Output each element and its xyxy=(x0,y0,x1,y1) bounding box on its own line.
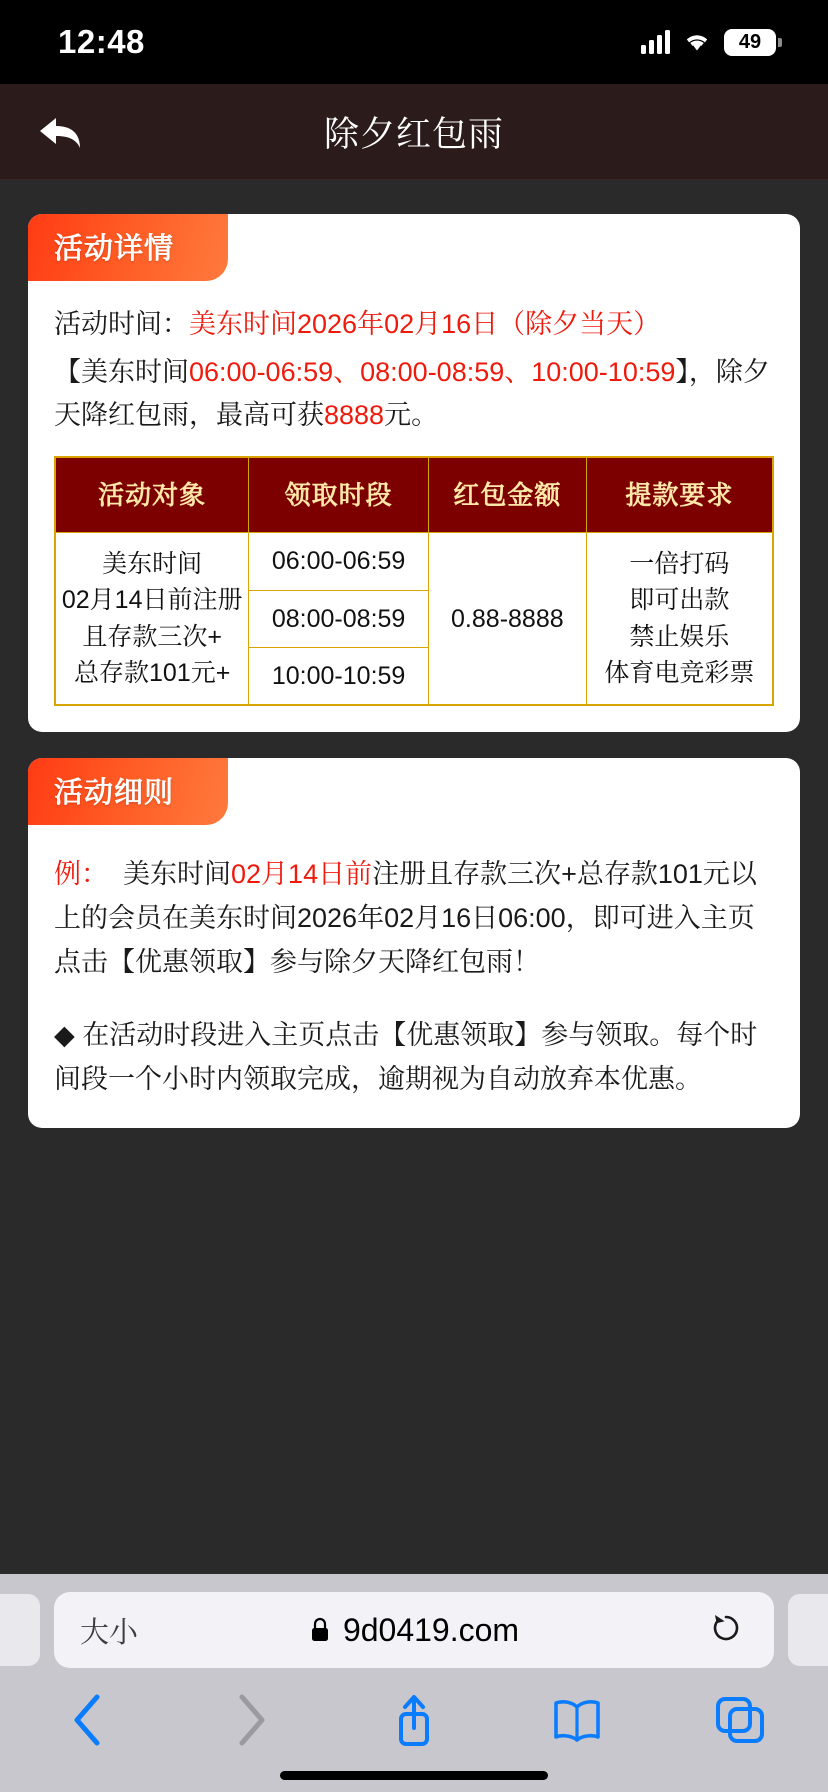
slots-end: 元。 xyxy=(384,400,439,431)
book-icon[interactable] xyxy=(545,1688,609,1752)
table-header-withdraw: 提款要求 xyxy=(586,457,773,533)
object-line-3: 且存款三次+ xyxy=(82,622,222,651)
card-details-body xyxy=(28,281,800,732)
activity-time-line xyxy=(54,303,774,347)
chevron-right-icon xyxy=(219,1688,283,1752)
table-header-row xyxy=(55,457,773,533)
app-header xyxy=(0,84,828,180)
address-bar[interactable] xyxy=(54,1592,774,1668)
page-content xyxy=(0,180,828,1574)
status-bar xyxy=(0,0,828,84)
url-row xyxy=(0,1592,828,1668)
battery-indicator xyxy=(724,29,776,56)
url-center-group xyxy=(54,1612,774,1649)
rules-example-part1: 美东时间 xyxy=(123,859,232,890)
status-time: 12:48 xyxy=(58,23,145,60)
card-rules-body xyxy=(28,825,800,1128)
cellular-signal-icon xyxy=(641,30,670,54)
rules-bullet-paragraph: ◆ 在活动时段进入主页点击【优惠领取】参与领取。每个时间段一个小时内领取完成，逾期视为自动放弃本优惠。 xyxy=(54,1020,758,1094)
tabs-icon[interactable] xyxy=(708,1688,772,1752)
tab-peek-right[interactable] xyxy=(788,1594,828,1666)
slots-prefix: 【美东时间 xyxy=(54,356,189,387)
object-line-1: 美东时间 xyxy=(102,550,203,579)
url-text: 9d0419.com xyxy=(342,1611,520,1648)
cell-activity-object xyxy=(55,533,249,705)
cell-amount: 0.88-8888 xyxy=(428,533,586,705)
activity-time-label: 活动时间： xyxy=(54,309,189,339)
table-header-amount: 红包金额 xyxy=(428,457,586,533)
rules-example-label: 例： xyxy=(54,859,108,890)
wifi-icon xyxy=(682,31,712,53)
table-row xyxy=(55,533,773,590)
card-activity-rules xyxy=(28,758,800,1128)
withdraw-line-4: 体育电竞彩票 xyxy=(604,658,755,687)
withdraw-line-1: 一倍打码 xyxy=(629,550,730,579)
home-indicator xyxy=(0,1758,828,1792)
table-header-timeslot: 领取时段 xyxy=(249,457,429,533)
cell-timeslot-3: 10:00-10:59 xyxy=(249,647,429,705)
cell-timeslot-2: 08:00-08:59 xyxy=(249,590,429,647)
rules-example-part2: 注册且存款三次+总存款101元以上的会员在美东时间2026年02月16日06:00，即可进入主页点击【优惠领取】参与除夕天降红包雨！ xyxy=(54,859,757,977)
tab-peek-left[interactable] xyxy=(0,1594,40,1666)
card-activity-details xyxy=(28,214,800,732)
status-indicators xyxy=(641,29,776,56)
reload-icon[interactable] xyxy=(708,1610,748,1650)
share-icon[interactable] xyxy=(382,1688,446,1752)
lock-icon xyxy=(309,1616,331,1644)
rules-example-paragraph xyxy=(54,853,774,984)
object-line-2: 02月14日前注册 xyxy=(61,586,243,615)
promo-table xyxy=(54,456,774,706)
slots-suffix: 】，除夕天降红包雨，最高可获 xyxy=(54,356,770,431)
chevron-left-icon[interactable] xyxy=(56,1688,120,1752)
object-line-4: 总存款101元+ xyxy=(74,658,231,687)
withdraw-line-3: 禁止娱乐 xyxy=(629,622,730,651)
battery-level: 49 xyxy=(738,30,762,53)
cell-withdraw-requirement xyxy=(586,533,773,705)
cell-timeslot-1: 06:00-06:59 xyxy=(249,533,429,590)
activity-time-value: 美东时间2026年02月16日（除夕当天） xyxy=(189,309,661,339)
card-rules-tab-label: 活动细则 xyxy=(28,758,228,825)
withdraw-line-2: 即可出款 xyxy=(629,586,730,615)
table-header-object: 活动对象 xyxy=(55,457,249,533)
back-arrow-icon[interactable] xyxy=(30,102,90,162)
activity-slots-line xyxy=(54,351,774,438)
card-details-tab-label: 活动详情 xyxy=(28,214,228,281)
safari-toolbar xyxy=(0,1668,828,1758)
safari-bottom-bar xyxy=(0,1574,828,1792)
slots-max-amount: 8888 xyxy=(324,400,385,431)
page-zoom-label[interactable]: 大小 xyxy=(80,1616,139,1649)
page-title: 除夕红包雨 xyxy=(323,114,504,154)
rules-example-date: 02月14日前 xyxy=(231,859,373,890)
slots-times: 06:00-06:59、08:00-08:59、10:00-10:59 xyxy=(189,356,676,387)
